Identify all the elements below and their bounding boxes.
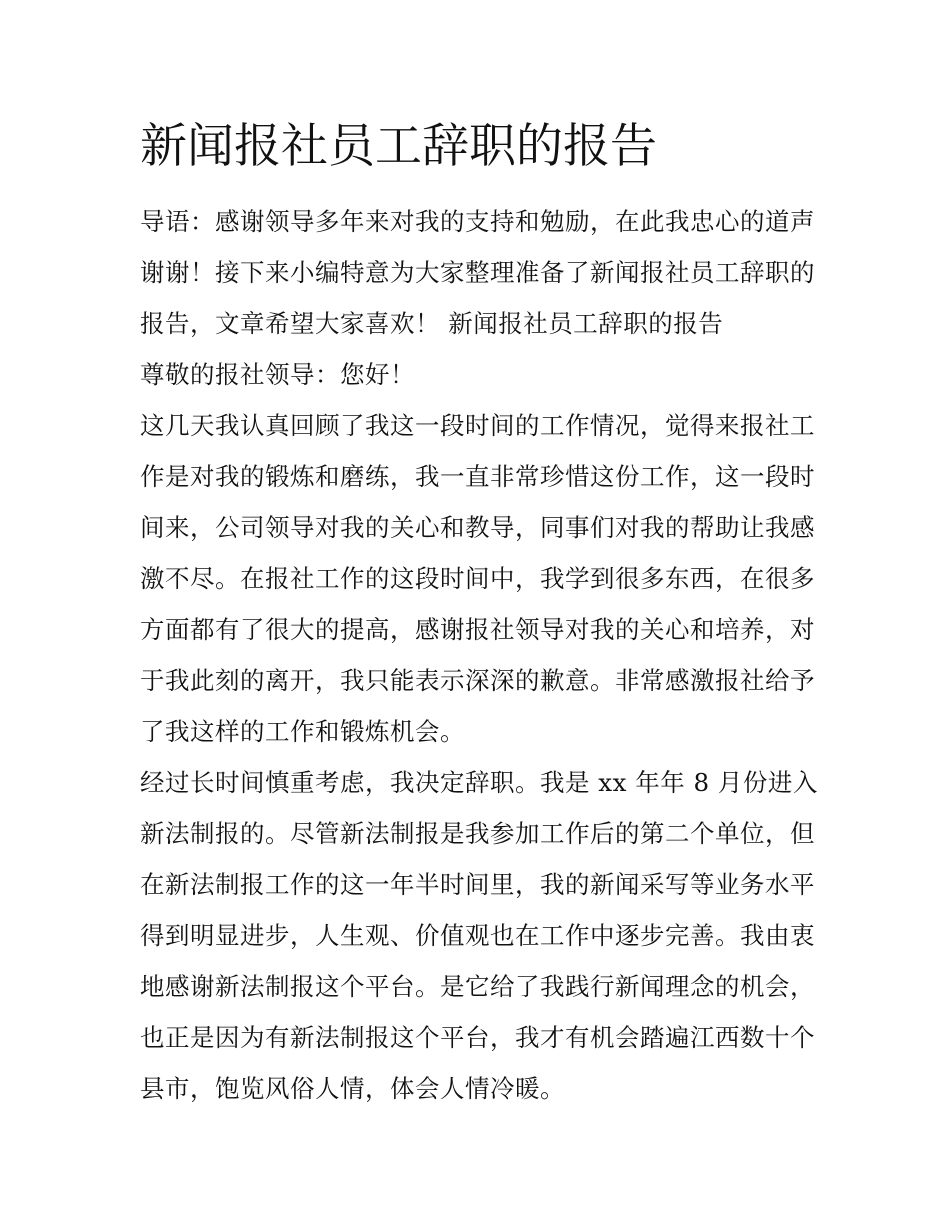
text-line: 这几天我认真回顾了我这一段时间的工作情况，觉得来报社工 xyxy=(140,411,815,440)
text-line: 导语：感谢领导多年来对我的支持和勉励，在此我忠心的道声 xyxy=(140,207,815,236)
text-line: 在新法制报工作的这一年半时间里，我的新闻采写等业务水平 xyxy=(140,870,815,899)
document-title: 新闻报社员工辞职的报告 xyxy=(140,119,657,174)
text-line: 地感谢新法制报这个平台。是它给了我践行新闻理念的机会， xyxy=(140,972,815,1001)
text-line: 间来，公司领导对我的关心和教导，同事们对我的帮助让我感 xyxy=(140,513,815,542)
text-line: 县市，饱览风俗人情，体会人情冷暖。 xyxy=(140,1074,565,1103)
text-line: 报告，文章希望大家喜欢！ 新闻报社员工辞职的报告 xyxy=(140,309,724,338)
text-line: 于我此刻的离开，我只能表示深深的歉意。非常感激报社给予 xyxy=(140,666,815,695)
document-body xyxy=(140,202,820,1120)
text-line: 得到明显进步，人生观、价值观也在工作中逐步完善。我由衷 xyxy=(140,921,815,950)
text-line: 方面都有了很大的提高，感谢报社领导对我的关心和培养，对 xyxy=(140,615,815,644)
text-line: 新法制报的。尽管新法制报是我参加工作后的第二个单位，但 xyxy=(140,819,815,848)
text-line: 了我这样的工作和锻炼机会。 xyxy=(140,717,465,746)
text-line: 也正是因为有新法制报这个平台，我才有机会踏遍江西数十个 xyxy=(140,1023,815,1052)
text-line: 谢谢！接下来小编特意为大家整理准备了新闻报社员工辞职的 xyxy=(140,258,815,287)
text-line: 激不尽。在报社工作的这段时间中，我学到很多东西，在很多 xyxy=(140,564,815,593)
text-line: 经过长时间慎重考虑，我决定辞职。我是 xx 年年 8 月份进入 xyxy=(140,768,818,797)
text-line: 尊敬的报社领导：您好！ xyxy=(140,360,415,389)
text-line: 作是对我的锻炼和磨练，我一直非常珍惜这份工作，这一段时 xyxy=(140,462,815,491)
